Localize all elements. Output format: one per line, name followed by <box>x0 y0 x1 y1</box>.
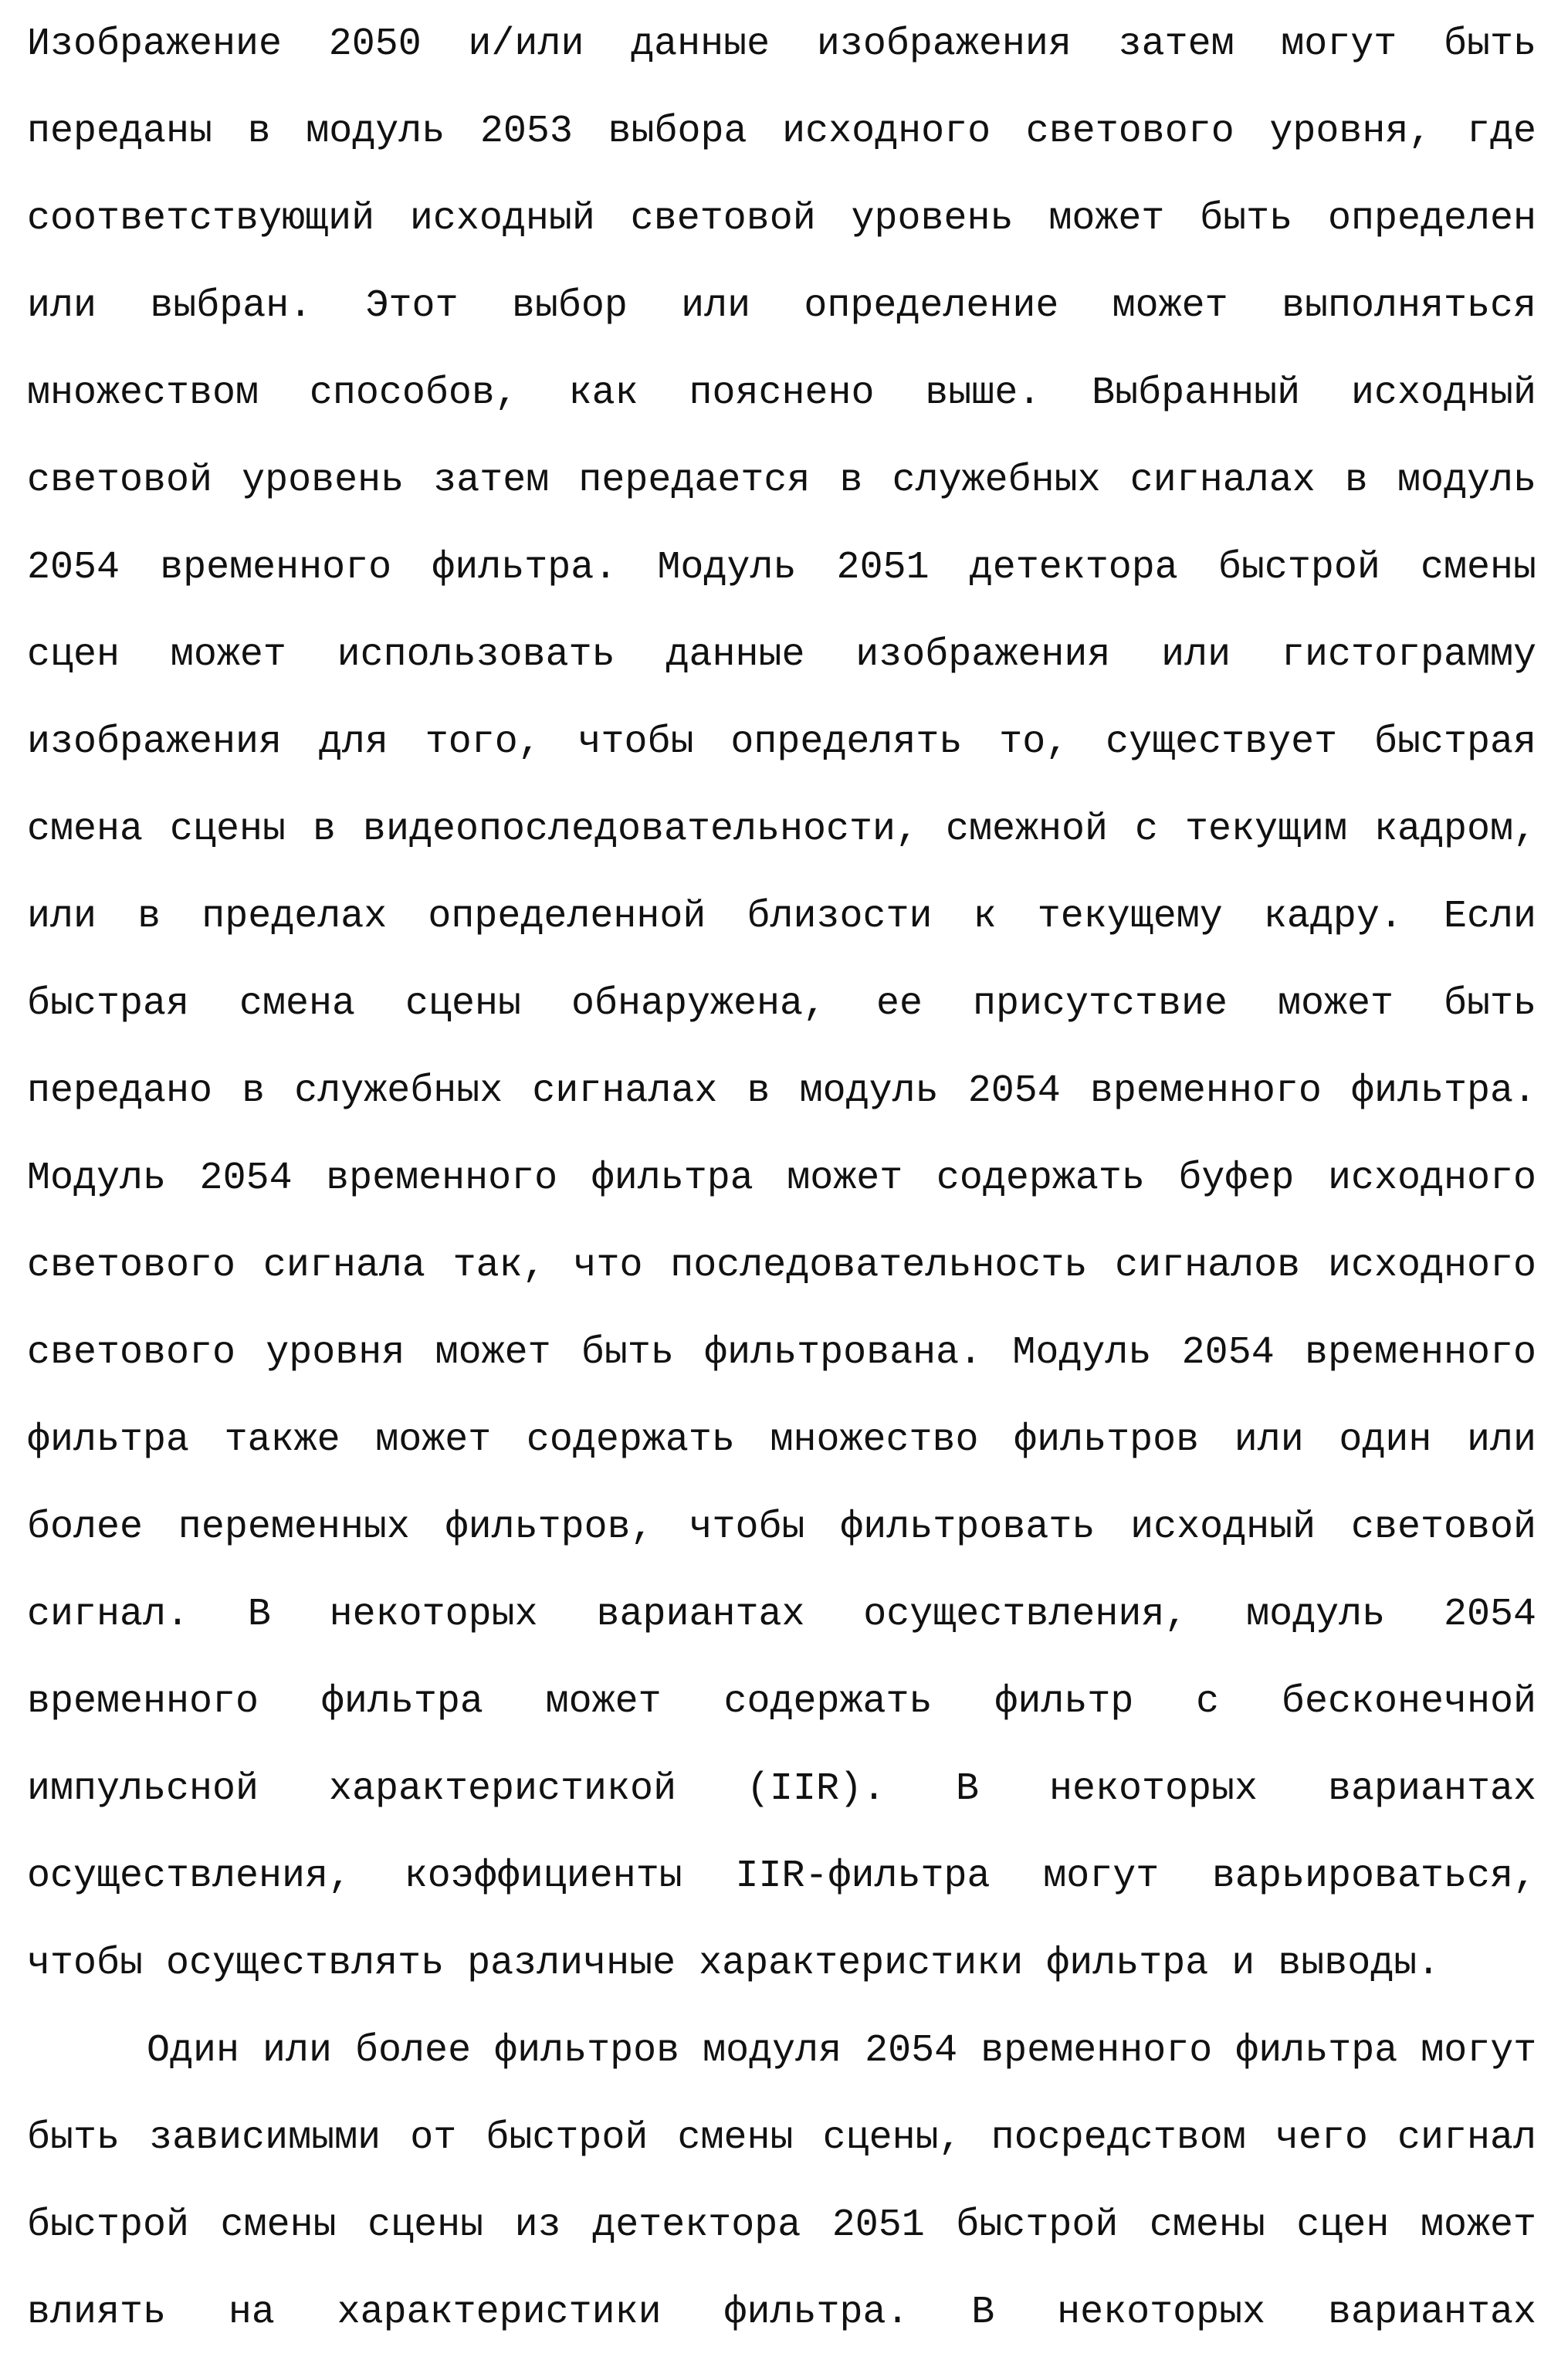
text-line: Модуль 2054 временного фильтра может содержать буфер исходного <box>27 1156 1536 1202</box>
text-line: Один или более фильтров модуля 2054 временного фильтра могут <box>147 2028 1536 2074</box>
text-line: влиять на характеристики фильтра. В некоторых вариантах <box>27 2290 1536 2336</box>
text-line: 2054 временного фильтра. Модуль 2051 детектора быстрой смены <box>27 545 1536 591</box>
text-line: чтобы осуществлять различные характеристики фильтра и выводы. <box>27 1941 1536 1987</box>
text-line: множеством способов, как пояснено выше. Выбранный исходный <box>27 371 1536 417</box>
text-line: сигнал. В некоторых вариантах осуществления, модуль 2054 <box>27 1592 1536 1638</box>
text-line: или выбран. Этот выбор или определение может выполняться <box>27 283 1536 330</box>
text-line: осуществления, коэффициенты IIR-фильтра могут варьироваться, <box>27 1854 1536 1900</box>
text-line: быстрая смена сцены обнаружена, ее присутствие может быть <box>27 981 1536 1028</box>
text-line: или в пределах определенной близости к текущему кадру. Если <box>27 894 1536 940</box>
text-line: импульсной характеристикой (IIR). В некоторых вариантах <box>27 1766 1536 1813</box>
text-line: светового уровня может быть фильтрована. Модуль 2054 временного <box>27 1330 1536 1377</box>
text-line: смена сцены в видеопоследовательности, смежной с текущим кадром, <box>27 807 1536 853</box>
text-line: быть зависимыми от быстрой смены сцены, посредством чего сигнал <box>27 2115 1536 2162</box>
text-line: фильтра также может содержать множество фильтров или один или <box>27 1417 1536 1464</box>
text-line: световой уровень затем передается в служебных сигналах в модуль <box>27 458 1536 504</box>
text-line: светового сигнала так, что последовательность сигналов исходного <box>27 1243 1536 1289</box>
text-line: временного фильтра может содержать фильтр с бесконечной <box>27 1679 1536 1725</box>
text-line: передано в служебных сигналах в модуль 2054 временного фильтра. <box>27 1068 1536 1115</box>
text-line: более переменных фильтров, чтобы фильтровать исходный световой <box>27 1505 1536 1551</box>
text-line: соответствующий исходный световой уровень может быть определен <box>27 196 1536 242</box>
text-line: изображения для того, чтобы определять то, существует быстрая <box>27 720 1536 766</box>
text-line: сцен может использовать данные изображения или гистограмму <box>27 632 1536 679</box>
text-line: Изображение 2050 и/или данные изображения затем могут быть <box>27 22 1536 68</box>
text-line: переданы в модуль 2053 выбора исходного светового уровня, где <box>27 109 1536 155</box>
text-line: быстрой смены сцены из детектора 2051 быстрой смены сцен может <box>27 2203 1536 2249</box>
